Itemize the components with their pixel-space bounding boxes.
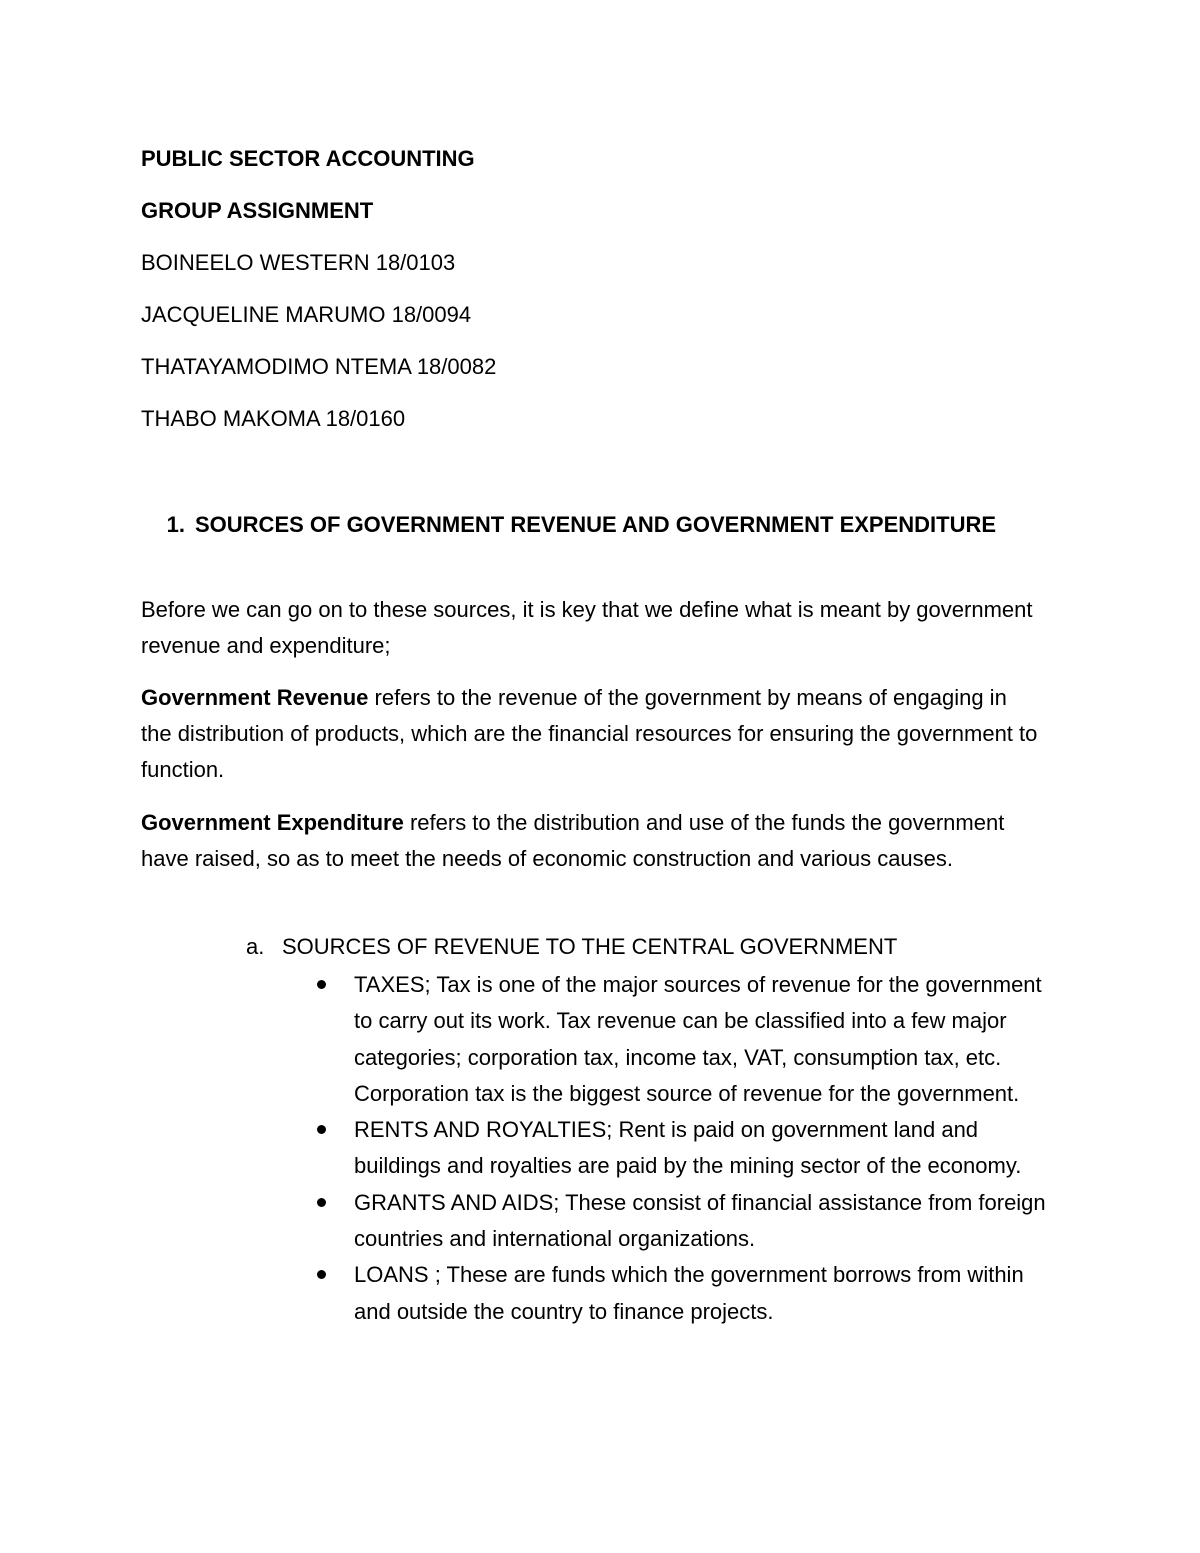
bullet-icon <box>317 1198 326 1207</box>
revenue-definition <box>141 680 1041 788</box>
expenditure-term: Government Expenditure <box>141 810 404 835</box>
list-item: LOANS ; These are funds which the government borrows from within and outside the country to finance projects. <box>314 1257 1059 1330</box>
expenditure-definition-text: refers to the distribution and use of the funds the government have raised, so as to meet the needs of economic construction and various causes. <box>141 810 1005 871</box>
assignment-title: GROUP ASSIGNMENT <box>141 198 374 223</box>
section-number: 1. <box>166 512 185 537</box>
group-member: THABO MAKOMA 18/0160 <box>141 406 406 431</box>
list-item: GRANTS AND AIDS; These consist of financial assistance from foreign countries and international organizations. <box>314 1185 1059 1258</box>
list-item: TAXES; Tax is one of the major sources of revenue for the government to carry out its work. Tax revenue can be classified into a few major categories; corporation tax, income tax, VAT, consumption tax, etc. Corporation tax is the biggest source of revenue for the government. <box>314 967 1059 1112</box>
revenue-definition-text: refers to the revenue of the government by means of engaging in the distribution of products, which are the financial resources for ensuring the government to function. <box>141 685 1038 782</box>
subsection-heading <box>246 934 897 960</box>
bullet-icon <box>317 1270 326 1279</box>
intro-paragraph: Before we can go on to these sources, it is key that we define what is meant by government revenue and expenditure; <box>141 597 1033 658</box>
list-item: RENTS AND ROYALTIES; Rent is paid on government land and buildings and royalties are paid by the mining sector of the economy. <box>314 1112 1059 1185</box>
bullet-icon <box>317 1125 326 1134</box>
group-member: JACQUELINE MARUMO 18/0094 <box>141 302 472 327</box>
bullet-icon <box>317 980 326 989</box>
group-member: THATAYAMODIMO NTEMA 18/0082 <box>141 354 497 379</box>
group-member: BOINEELO WESTERN 18/0103 <box>141 250 456 275</box>
expenditure-definition <box>141 805 1041 877</box>
section-heading <box>141 512 996 538</box>
revenue-term: Government Revenue <box>141 685 369 710</box>
subsection-title: SOURCES OF REVENUE TO THE CENTRAL GOVERNMENT <box>282 934 898 959</box>
course-title: PUBLIC SECTOR ACCOUNTING <box>141 146 475 171</box>
section-title: SOURCES OF GOVERNMENT REVENUE AND GOVERNMENT EXPENDITURE <box>195 512 997 537</box>
subsection-letter: a. <box>246 934 265 959</box>
revenue-sources-list <box>314 967 1059 1330</box>
